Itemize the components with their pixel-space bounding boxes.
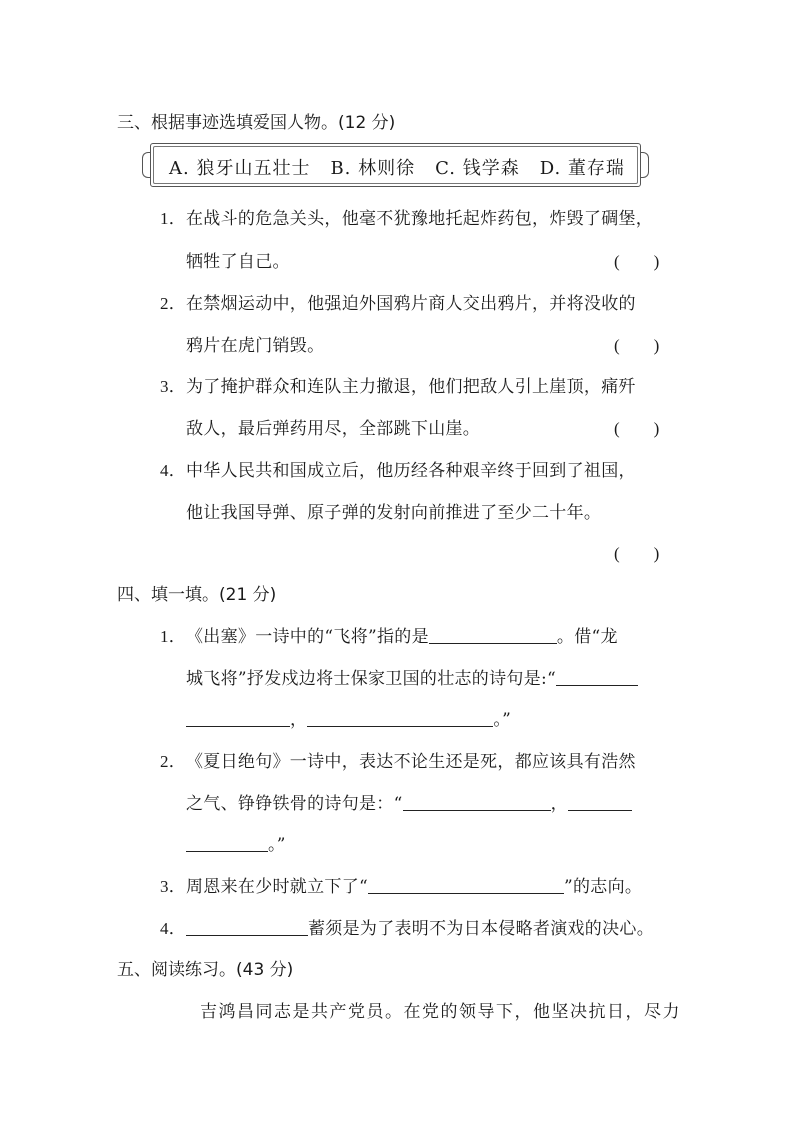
s3-question-1-line1: 1．在战斗的危急关头，他毫不犹豫地托起炸药包，炸毁了碉堡， <box>160 209 654 229</box>
options-box <box>150 143 641 187</box>
section-3-title: 三、根据事迹选填爱国人物。(12 分) <box>117 113 396 133</box>
s3-question-4-line1: 4．中华人民共和国成立后，他历经各种艰辛终于回到了祖国， <box>160 461 636 481</box>
blank-poem-2a[interactable] <box>403 794 551 811</box>
s3-question-3-line2: 敌人，最后弹药用尽，全部跳下山崖。 <box>186 419 481 439</box>
s4-question-1-line1: 1．《出塞》一诗中的“飞将”指的是 。借“龙 <box>160 627 618 647</box>
blank-ambition[interactable] <box>368 877 564 894</box>
blank-poem-2c[interactable] <box>186 835 268 852</box>
answer-paren-3: ( ) <box>614 419 660 438</box>
blank-poem-1a[interactable] <box>556 669 638 686</box>
s3-question-3-line1: 3．为了掩护群众和连队主力撤退，他们把敌人引上崖顶，痛歼 <box>160 377 636 397</box>
section-4-title: 四、填一填。(21 分) <box>117 585 277 605</box>
box-left-ornament <box>142 152 151 178</box>
s4-question-2-line3: 。” <box>186 830 286 855</box>
option-c: C. 钱学森 <box>435 158 520 179</box>
s4-question-4: 4． 蓄须是为了表明不为日本侵略者演戏的决心。 <box>160 919 654 939</box>
s4-question-1-line3: ， 。” <box>186 705 511 730</box>
s3-question-2-line2: 鸦片在虎门销毁。 <box>186 336 325 356</box>
answer-paren-4: ( ) <box>614 544 660 563</box>
section-5-title: 五、阅读练习。(43 分) <box>117 960 294 980</box>
s3-question-1-line2: 牺牲了自己。 <box>186 252 290 272</box>
blank-poem-1c[interactable] <box>307 710 493 727</box>
blank-person[interactable] <box>186 919 308 936</box>
blank-poem-1b[interactable] <box>186 710 290 727</box>
s4-question-3: 3．周恩来在少时就立下了“ ”的志向。 <box>160 877 643 897</box>
answer-paren-2: ( ) <box>614 336 660 355</box>
s4-question-1-line2: 城飞将”抒发戍边将士保家卫国的壮志的诗句是:“ <box>186 664 638 689</box>
answer-paren-1: ( ) <box>614 252 660 271</box>
option-b: B. 林则徐 <box>330 158 416 179</box>
s3-question-2-line1: 2．在禁烟运动中，他强迫外国鸦片商人交出鸦片，并将没收的 <box>160 294 636 314</box>
s3-question-4-line2: 他让我国导弹、原子弹的发射向前推进了至少二十年。 <box>186 503 602 523</box>
s4-question-2-line1: 2．《夏日绝句》一诗中，表达不论生还是死，都应该具有浩然 <box>160 752 636 772</box>
option-d: D. 董存瑞 <box>539 158 625 179</box>
reading-passage: 吉鸿昌同志是共产党员。在党的领导下，他坚决抗日，尽力 <box>200 1002 681 1022</box>
option-a: A. 狼牙山五壮士 <box>169 158 311 179</box>
s4-question-2-line2: 之气、铮铮铁骨的诗句是：“ ， <box>186 789 632 814</box>
blank-poem-2b[interactable] <box>568 794 632 811</box>
box-right-ornament <box>640 152 649 178</box>
options-list <box>169 154 625 180</box>
blank-feijiang[interactable] <box>429 627 557 644</box>
